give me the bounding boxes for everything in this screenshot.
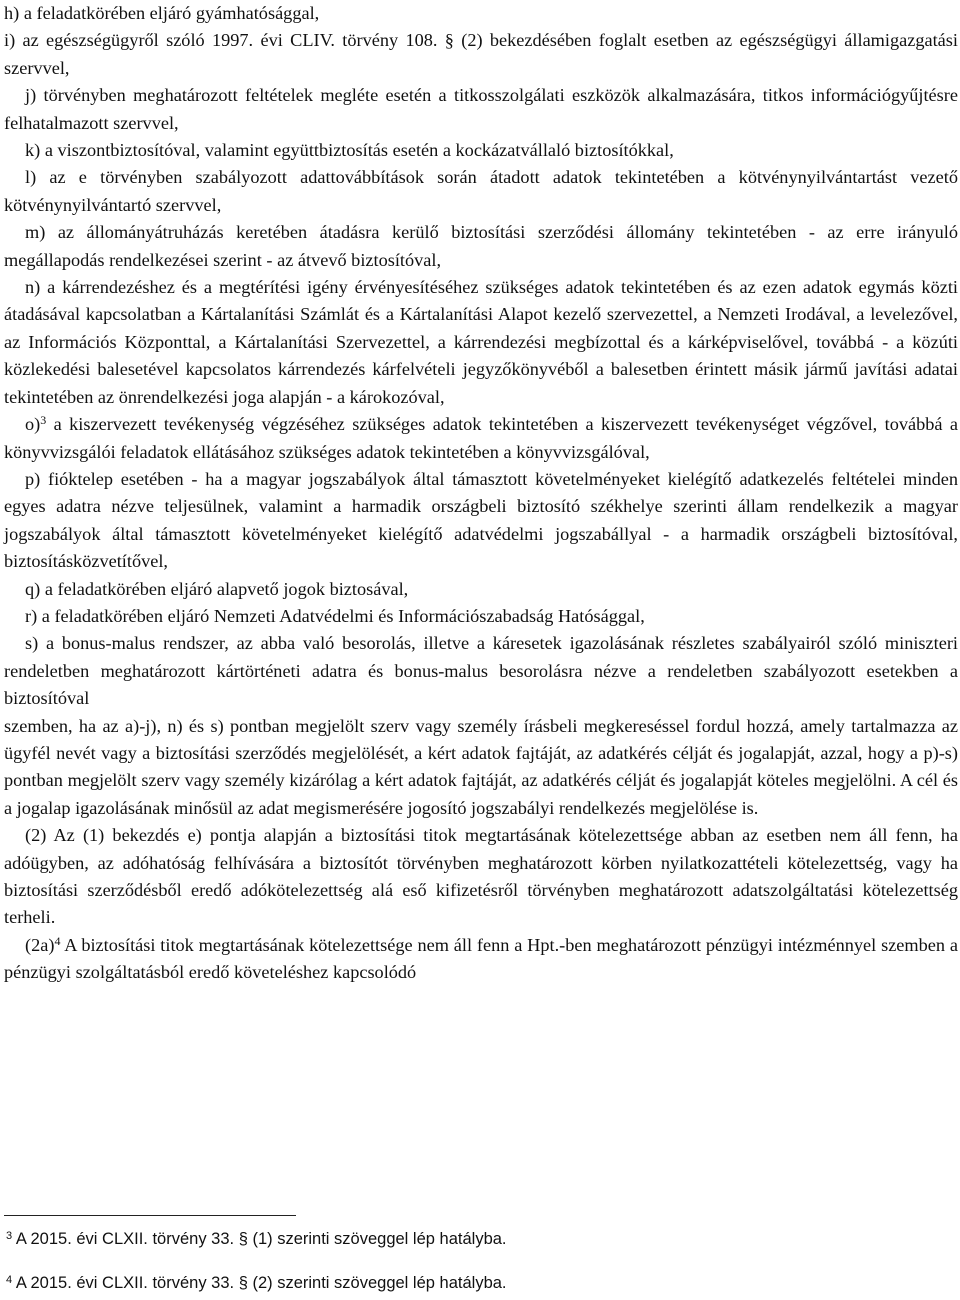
footnote-4 bbox=[6, 1273, 507, 1293]
paragraph-j: j) törvényben meghatározott feltételek megléte esetén a titkosszolgálati eszközök alkalmazására, titkos információgyűjtésre felhatalmazott szervvel, bbox=[4, 85, 958, 133]
paragraph-2a: $(2a)^4$ A biztosítási titok megtartásának kötelezettsége nem áll fenn a Hpt.-ben meghatározott pénzügyi intézménnyel szemben a pénzügyi szolgáltatásból eredő követeléshez kapcsolódó bbox=[4, 933, 958, 983]
paragraph-n: n) a kárrendezéshez és a megtérítési igény érvényesítéséhez szükséges adatok tekintetében és az ezen adatok egymás közti átadásával kapcsolatban a Kártalanítási Számlát és a Kártalanítási Alapot kezelő szervezettel, a Nemzeti Irodával, a levelezővel, az Információs Központtal, a Kártalanítási Szervezettel, a kárrendezési megbízottal és a kárképviselővel, továbbá - a közúti közlekedési balesetével kapcsolatos kárrendezés kárfelvételi jegyzőkönyvéből a balesetben érintett másik jármű javítási adatai tekintetében az önrendelkezési joga alapján - a károkozóval, bbox=[4, 277, 958, 407]
paragraph-h: h) a feladatkörében eljáró gyámhatósággal, bbox=[4, 3, 320, 23]
paragraph-q: q) a feladatkörében eljáró alapvető jogok biztosával, bbox=[25, 578, 409, 599]
footnote-mark: 4 bbox=[6, 1274, 13, 1286]
footnote-ref-4[interactable]: 4 bbox=[54, 933, 61, 948]
paragraph-2: (2) Az (1) bekezdés e) pontja alapján a biztosítási titok megtartásának kötelezettsége abban az esetben nem áll fenn, ha adóügyben, az adóhatóság felhívására a biztosítót törvényben meghatározott körben nyilatkozattételi kötelezettség, vagy ha biztosítási szerződésből eredő adókötelezettség alá eső kifizetésről törvényben meghatározott adatszolgáltatási kötelezettség terheli. bbox=[4, 825, 959, 928]
footnote-text: A 2015. évi CLXII. törvény 33. § (1) szerinti szöveggel lép hatályba. bbox=[15, 1230, 507, 1248]
document-body bbox=[4, 0, 958, 987]
paragraph-i: i) az egészségügyről szóló 1997. évi CLIV. törvény 108. § (2) bekezdésében foglalt esetben az egészségügyi államigazgatási szervvel, bbox=[4, 30, 958, 78]
footnote-3 bbox=[6, 1229, 507, 1249]
footnote-text: A 2015. évi CLXII. törvény 33. § (2) szerinti szöveggel lép hatályba. bbox=[15, 1274, 507, 1292]
footnote-divider bbox=[4, 1215, 296, 1216]
paragraph-m: m) az állományátruházás keretében átadásra kerülő biztosítási szerződési állomány tekintetében - az erre irányuló megállapodás rendelkezései szerint - az átvevő biztosítóval, bbox=[4, 222, 958, 270]
paragraph-r: r) a feladatkörében eljáró Nemzeti Adatvédelmi és Információszabadság Hatósággal, bbox=[25, 605, 645, 626]
paragraph-s: s) a bonus-malus rendszer, az abba való besorolás, illetve a káresetek igazolásának részletes szabályairól szóló miniszteri rendeletben meghatározott kártörténeti adatra és bonus-malus besorolásra nézve a rendeletben szabályozott esetekben a biztosítóval bbox=[4, 633, 959, 709]
paragraph-p: p) fióktelep esetében - ha a magyar jogszabályok által támasztott követelményeket kielégítő adatkezelés feltételei minden egyes adatra nézve teljesülnek, valamint a harmadik országbeli biztosító székhelye szerinti állam rendelkezik a magyar jogszabályok által támasztott követelményeket kielégítő adatvédelmi jogszabállyal - a harmadik országbeli biztosítóval, biztosításközvetítővel, bbox=[4, 468, 958, 572]
footnote-ref-3[interactable]: 3 bbox=[40, 413, 47, 428]
paragraph-o: o)$^3$ a kiszervezett tevékenység végzéséhez szükséges adatok tekintetében a kiszervezett tevékenységet végzővel, továbbá a könyvvizsgálói feladatok ellátásához szükséges adatok tekintetében a könyvvizsgálóval, bbox=[4, 413, 959, 462]
paragraph-l: l) az e törvényben szabályozott adattovábbítások során átadott adatok tekintetében a kötvénynyilvántartást vezető kötvénynyilvántartó szervvel, bbox=[4, 167, 958, 215]
paragraph-closing: szemben, ha az a)-j), n) és s) pontban megjelölt szerv vagy személy írásbeli megkereséssel fordul hozzá, amely tartalmazza az ügyfél nevét vagy a biztosítási szerződés megjelölését, a kért adatok fajtáját, az adatkérés célját és jogalapját, azzal, hogy a p)-s) pontban megjelölt szerv vagy személy kizárólag a kért adatok fajtáját, az adatkérés célját és jogalapját köteles megjelölni. A cél és a jogalap igazolásának minősül az adat megismerésére jogosító jogszabályi rendelkezés megjelölése is. bbox=[4, 715, 958, 818]
footnote-mark: 3 bbox=[6, 1230, 13, 1242]
paragraph-k: k) a viszontbiztosítóval, valamint együttbiztosítás esetén a kockázatvállaló biztosítókkal, bbox=[25, 140, 674, 161]
